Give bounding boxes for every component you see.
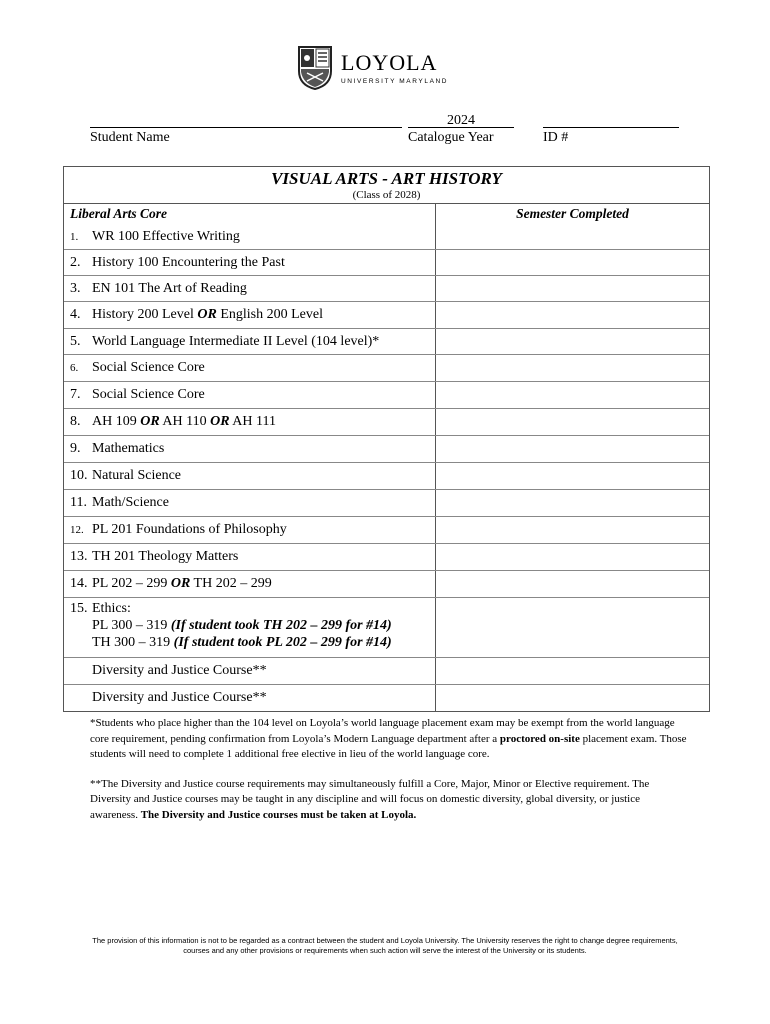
semester-cell[interactable] [436, 302, 709, 328]
course-label: Social Science Core [92, 360, 205, 375]
course-label: AH 110 [159, 414, 211, 429]
semester-cell[interactable] [436, 463, 709, 489]
semester-cell[interactable] [436, 329, 709, 354]
column-header-semester: Semester Completed [516, 206, 629, 221]
table-row-ethics [64, 597, 709, 657]
disclaimer-footer: The provision of this information is not to be regarded as a contract between the student and Loyola University. The University reserves the right to change degree requirements, courses and any other provisions or requirements when such action will serve the interest of the University or its students. [92, 936, 678, 955]
course-label: TH 300 – 319 [92, 635, 174, 650]
note-text: placement exam. Those students will need to complete 1 additional free elective in lieu of the world language core. [90, 732, 687, 760]
course-label: EN 101 The Art of Reading [92, 280, 247, 296]
row-number: 5. [70, 333, 81, 349]
row-number: 15. [70, 601, 88, 616]
row-number: 2. [70, 254, 81, 270]
course-label: WR 100 Effective Writing [92, 228, 240, 244]
course-label: History 200 Level [92, 307, 198, 322]
table-row [64, 462, 709, 489]
column-header-row [64, 203, 709, 224]
semester-cell[interactable] [436, 598, 709, 657]
semester-cell[interactable] [436, 224, 709, 249]
note-bold: The Diversity and Justice courses must be taken at Loyola. [140, 808, 417, 821]
semester-cell[interactable] [436, 382, 709, 408]
semester-cell[interactable] [436, 276, 709, 301]
course-label: Mathematics [92, 441, 165, 456]
column-header-core: Liberal Arts Core [64, 204, 436, 224]
table-row [64, 381, 709, 408]
student-info-fields [0, 113, 770, 153]
row-number: 12. [70, 524, 84, 536]
table-row [64, 249, 709, 275]
row-number: 1. [70, 230, 79, 243]
table-row [64, 684, 709, 711]
semester-cell[interactable] [436, 544, 709, 570]
course-label: History 100 Encountering the Past [92, 254, 285, 270]
note-bold: proctored on-site [499, 732, 580, 745]
semester-cell[interactable] [436, 571, 709, 597]
course-label: TH 202 – 299 [190, 576, 272, 591]
table-row [64, 543, 709, 570]
note-world-language [90, 716, 690, 763]
semester-cell[interactable] [436, 490, 709, 516]
semester-cell[interactable] [436, 658, 709, 684]
catalogue-year-label: Catalogue Year [408, 130, 494, 145]
course-label: Ethics: [92, 601, 131, 616]
course-label: Math/Science [92, 495, 169, 510]
logo-subtitle: UNIVERSITY MARYLAND [341, 77, 449, 85]
university-logo [297, 45, 448, 91]
course-label: PL 300 – 319 [92, 618, 171, 633]
row-number: 6. [70, 362, 79, 374]
table-subtitle: (Class of 2028) [352, 189, 421, 201]
course-label: AH 111 [229, 414, 276, 429]
course-label: Diversity and Justice Course** [92, 690, 267, 705]
table-row [64, 301, 709, 328]
course-label: Diversity and Justice Course** [92, 663, 267, 678]
catalogue-year-value: 2024 [447, 113, 475, 128]
row-number: 4. [70, 307, 81, 322]
table-row [64, 275, 709, 301]
semester-cell[interactable] [436, 250, 709, 275]
row-number: 7. [70, 387, 81, 402]
course-label: TH 201 Theology Matters [92, 549, 239, 564]
semester-cell[interactable] [436, 436, 709, 462]
table-row [64, 489, 709, 516]
footnotes [90, 716, 690, 837]
course-label: Social Science Core [92, 387, 205, 402]
course-label: PL 201 Foundations of Philosophy [92, 522, 287, 537]
course-label: AH 109 [92, 414, 141, 429]
table-row [64, 657, 709, 684]
or-label: OR [197, 307, 217, 322]
course-label: Natural Science [92, 468, 182, 483]
semester-cell[interactable] [436, 355, 709, 381]
row-number: 3. [70, 280, 81, 296]
row-number: 11. [70, 495, 87, 510]
note-diversity [90, 777, 690, 824]
table-row [64, 408, 709, 435]
course-label: English 200 Level [216, 307, 323, 322]
or-label: OR [170, 576, 191, 591]
table-header [64, 167, 709, 203]
row-number: 13. [70, 549, 88, 564]
note-text: *Students who place higher than the 104 level on Loyola’s world language placement exam may be exempt from the world language core requirement, pending confirmation from Loyola’s Modern Language department after a [90, 717, 675, 745]
table-row [64, 516, 709, 543]
ethics-note-pl: (If student took PL 202 – 299 for #14) [173, 635, 392, 650]
row-number: 9. [70, 441, 81, 456]
or-label: OR [140, 414, 160, 429]
note-text: **The Diversity and Justice course requirements may simultaneously fulfill a Core, Major, Minor or Elective requirement. The Diversity and Justice courses may be taught in any discipline and will focus on domestic diversity, global diversity, or justice awareness. [90, 777, 650, 821]
semester-cell[interactable] [436, 685, 709, 711]
table-row [64, 435, 709, 462]
table-row [64, 224, 709, 249]
crest-icon [297, 45, 333, 91]
row-number: 8. [70, 414, 81, 429]
ethics-note-th: (If student took TH 202 – 299 for #14) [170, 618, 392, 633]
row-number: 10. [70, 468, 88, 483]
course-label: PL 202 – 299 [92, 576, 171, 591]
requirements-table [63, 166, 710, 712]
row-number: 14. [70, 576, 88, 591]
logo-name: LOYOLA [341, 49, 438, 75]
table-row [64, 354, 709, 381]
student-name-field[interactable] [90, 113, 402, 146]
table-row [64, 328, 709, 354]
table-title: VISUAL ARTS - ART HISTORY [271, 169, 502, 188]
id-field[interactable] [543, 113, 679, 146]
or-label: OR [210, 414, 230, 429]
semester-cell[interactable] [436, 517, 709, 543]
id-label: ID # [543, 130, 569, 145]
semester-cell[interactable] [436, 409, 709, 435]
table-row [64, 570, 709, 597]
course-label: World Language Intermediate II Level (104 level)* [92, 333, 380, 349]
catalogue-year-field[interactable] [408, 113, 514, 146]
student-name-label: Student Name [90, 130, 170, 145]
